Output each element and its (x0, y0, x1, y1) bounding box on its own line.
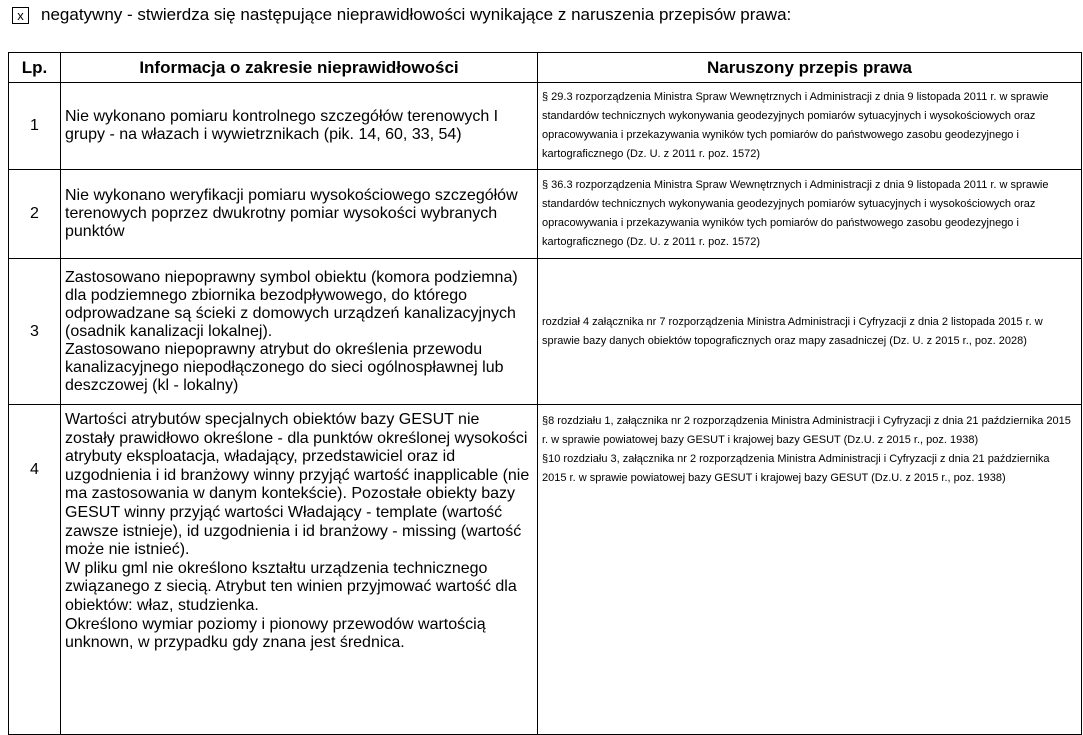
violated-law (538, 83, 1082, 170)
row-number: 1 (9, 83, 61, 170)
info-paragraph: W pliku gml nie określono kształtu urządzenia technicznego związanego z siecią. Atrybut ten winien przyjmować wartość dla obiektów: właz, studzienka. (65, 559, 517, 614)
violated-law (538, 405, 1082, 735)
law-paragraph: §10 rozdziału 3, załącznika nr 2 rozporządzenia Ministra Administracji i Cyfryzacji z dnia 21 października 2015 r. w sprawie powiatowej bazy GESUT i krajowej bazy GESUT (Dz.U. z 2015 r., poz. 1938) (542, 453, 1050, 484)
table-row (9, 83, 1082, 170)
violated-law (538, 170, 1082, 259)
table-row (9, 170, 1082, 259)
irregularity-info (61, 259, 538, 405)
assessment-text: negatywny - stwierdza się następujące nieprawidłowości wynikające z naruszenia przepisów prawa: (41, 5, 792, 24)
column-header-law: Naruszony przepis prawa (538, 53, 1082, 83)
violated-law (538, 259, 1082, 405)
info-paragraph: Nie wykonano pomiaru kontrolnego szczegółów terenowych I grupy - na włazach i wywietrznikach (pik. 14, 60, 33, 54) (65, 108, 499, 143)
law-paragraph: §8 rozdziału 1, załącznika nr 2 rozporządzenia Ministra Administracji i Cyfryzacji z dnia 21 października 2015 r. w sprawie powiatowej bazy GESUT i krajowej bazy GESUT (Dz.U. z 2015 r., poz. 1938) (542, 415, 1071, 446)
info-paragraph: Zastosowano niepoprawny atrybut do określenia przewodu kanalizacyjnego niepodłączonego do sieci ogólnospławnej lub deszczowej (kl - lokalny) (65, 340, 504, 394)
irregularity-info (61, 83, 538, 170)
info-paragraph: Nie wykonano weryfikacji pomiaru wysokościowego szczegółów terenowych poprzez dwukrotny pomiar wysokości wybranych punktów (65, 187, 518, 240)
table-row (9, 259, 1082, 405)
info-paragraph: Określono wymiar poziomy i pionowy przewodów wartością unknown, w przypadku gdy znana jest średnica. (65, 615, 486, 652)
law-paragraph: § 29.3 rozporządzenia Ministra Spraw Wewnętrznych i Administracji z dnia 9 listopada 2011 r. w sprawie standardów technicznych wykonywania geodezyjnych pomiarów sytuacyjnych i wysokościowych oraz opracowywania i przekazywania wyników tych pomiarów do państwowego zasobu geodezyjnego i kartograficznego (Dz. U. z 2011 r. poz. 1572) (542, 91, 1049, 160)
row-number: 2 (9, 170, 61, 259)
irregularities-table (8, 52, 1082, 735)
law-paragraph: rozdział 4 załącznika nr 7 rozporządzenia Ministra Administracji i Cyfryzacji z dnia 2 listopada 2015 r. w sprawie bazy danych obiektów topograficznych oraz mapy zasadniczej (Dz. U. z 2015 r., poz. 2028) (542, 315, 1043, 347)
info-paragraph: Wartości atrybutów specjalnych obiektów bazy GESUT nie zostały prawidłowo określone - dla punktów określonej wysokości atrybuty eksploatacja, władający, przedstawiciel oraz id uzgodnienia i id branżowy winny przyjąć wartość inapplicable (nie ma zastosowania w danym kontekście). Pozostałe obiekty bazy GESUT winny przyjąć wartości Władający - template (wartość zawsze istnieje), id uzgodnienia i id branżowy - missing (wartość może nie istnieć). (65, 411, 530, 559)
info-paragraph: Zastosowano niepoprawny symbol obiektu (komora podziemna) dla podziemnego zbiornika bezodpływowego, do którego odprowadzane są ścieki z domowych urządzeń kanalizacyjnych (osadnik kanalizacji lokalnej). (65, 268, 518, 340)
assessment-line (12, 4, 791, 26)
law-paragraph: § 36.3 rozporządzenia Ministra Spraw Wewnętrznych i Administracji z dnia 9 listopada 2011 r. w sprawie standardów technicznych wykonywania geodezyjnych pomiarów sytuacyjnych i wysokościowych oraz opracowywania i przekazywania wyników tych pomiarów do państwowego zasobu geodezyjnego i kartograficznego (Dz. U. z 2011 r. poz. 1572) (542, 179, 1049, 248)
irregularity-info (61, 170, 538, 259)
negative-checkbox[interactable]: x (12, 7, 29, 24)
column-header-info: Informacja o zakresie nieprawidłowości (61, 53, 538, 83)
column-header-lp: Lp. (9, 53, 61, 83)
table-header-row (9, 53, 1082, 83)
table-row (9, 405, 1082, 735)
row-number: 4 (9, 405, 61, 735)
row-number: 3 (9, 259, 61, 405)
irregularity-info (61, 405, 538, 735)
